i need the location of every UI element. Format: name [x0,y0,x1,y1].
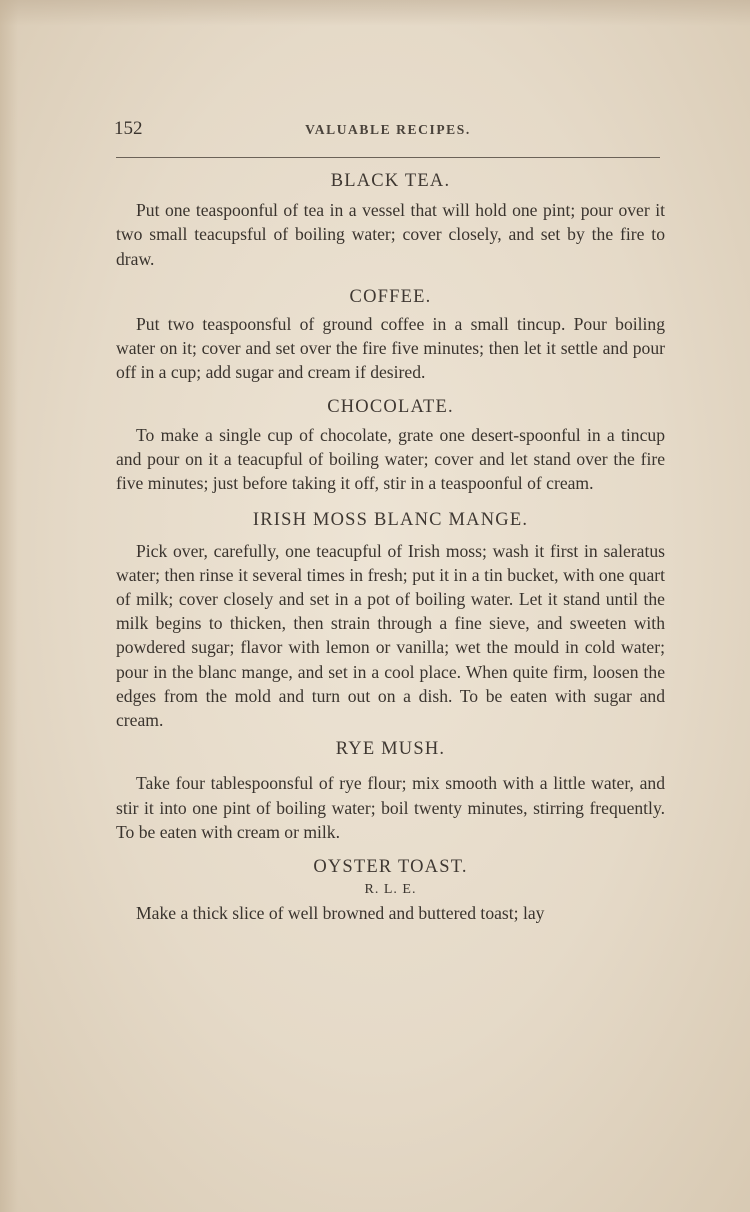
recipe-title: RYE MUSH. [335,739,446,760]
recipe-text: Take four tablespoonsful of rye flour; mix smooth with a little water, and stir it into one pint of boiling water; boil twenty minutes, stirring frequently. To be eaten with cream or milk. [116,773,665,842]
recipe-chocolate [116,395,665,496]
recipe-text: Put two teaspoonsful of ground coffee in a small tincup. Pour boiling water on it; cover and set over the fire five minutes; then let it settle and pour off in a cup; add sugar and cream if desired. [116,314,665,383]
recipe-irish-moss-blanc-mange [116,508,665,732]
recipe-title: COFFEE. [349,286,432,307]
recipe-coffee [116,285,665,385]
recipe-text: Pick over, carefully, one teacupful of Irish moss; wash it first in saleratus water; then rinse it several times in fresh; put it in a tin bucket, with one quart of milk; cover closely and set in a pot of boiling water. Let it stand until the milk begins to thicken, then strain through a fine sieve, and sweeten with powdered sugar; flavor with lemon or vanilla; wet the mould in cold water; pour in the blanc mange, and set in a cool place. When quite firm, loosen the edges from the mold and turn out on a dish. To be eaten with sugar and cream. [116,540,665,731]
page-header [114,118,662,144]
recipe-oyster-toast [116,855,665,925]
header-rule [116,157,660,158]
recipe-attribution: R. L. E. [364,882,417,898]
recipe-text: To make a single cup of chocolate, grate one desert-spoonful in a tincup and pour on it a teacupful of boiling water; cover and let stand over the fire five minutes; just before taking it off, stir in a teaspoonful of cream. [116,424,665,494]
page-content [116,165,665,925]
recipe-text: Put one teaspoonful of tea in a vessel that will hold one pint; pour over it two small teacupsful of boiling water; cover closely, and set by the fire to draw. [116,200,665,269]
recipe-title: IRISH MOSS BLANC MANGE. [252,510,529,531]
recipe-black-tea [116,169,665,271]
page-number: 152 [114,118,143,139]
recipe-text: Make a thick slice of well browned and buttered toast; lay [136,903,545,924]
recipe-title: OYSTER TOAST. [313,857,468,878]
recipe-rye-mush [116,737,665,844]
running-head: VALUABLE RECIPES. [305,122,471,137]
recipe-title: BLACK TEA. [330,171,451,191]
recipe-title: CHOCOLATE. [327,396,454,417]
